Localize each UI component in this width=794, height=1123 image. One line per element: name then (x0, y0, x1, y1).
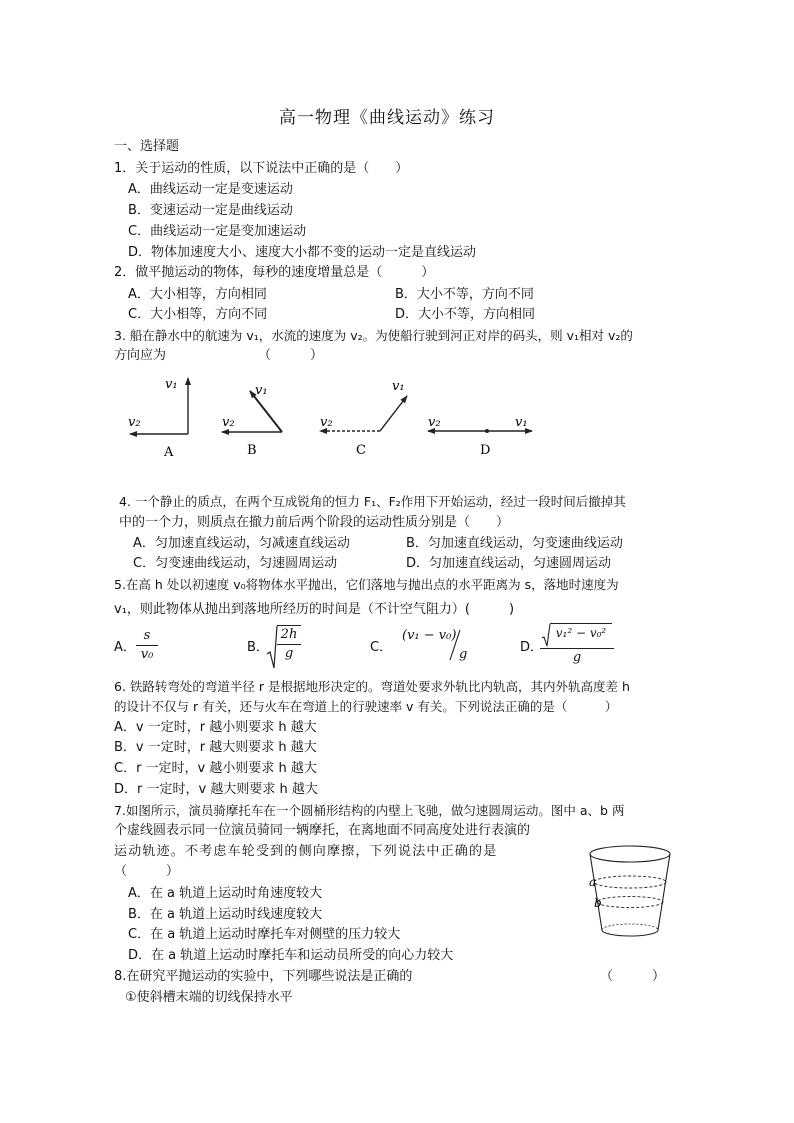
option-c-numerator: (v₁ − v₀) (402, 628, 457, 643)
label-a: a (589, 875, 597, 889)
answer-paren: （ ） (600, 969, 666, 984)
question-stem-line2: 的设计不仅与 r 有关，还与火车在弯道上的行驶速率 v 有关。下列说法正确的是（ ） (114, 699, 618, 714)
velocity-diagrams (110, 368, 550, 463)
option-b-fraction (277, 625, 301, 663)
option-d-label: D． (520, 640, 544, 655)
option-b-label: B． (247, 640, 269, 655)
barrel-diagram (585, 840, 675, 942)
question-stem-line1: 4. 一个静止的质点，在两个互成锐角的恒力 F₁、F₂作用下开始运动，经过一段时间后撤掉其 (119, 494, 626, 509)
diagram-c (320, 379, 407, 458)
option-c-denominator: g (459, 647, 468, 662)
option-a: A．大小相等，方向相同 (128, 287, 267, 302)
option-c: C．r 一定时，v 越小则要求 h 越大 (114, 761, 317, 776)
option-b: B．v 一定时，r 越大则要求 h 越大 (114, 740, 317, 755)
option-b: B．匀加速直线运动，匀变速曲线运动 (406, 536, 623, 551)
question-stem: 2．做平抛运动的物体，每秒的速度增量总是（ ） (114, 265, 435, 280)
numerator: s (143, 628, 151, 643)
option-c: C．大小相等，方向不同 (128, 307, 268, 322)
option-b: B．变速运动一定是曲线运动 (128, 203, 293, 218)
diagram-a (128, 377, 188, 460)
diagram-b (222, 383, 282, 458)
label-v1: v₁ (515, 415, 528, 430)
option-a-label: A． (114, 640, 136, 655)
diagram-d (428, 415, 532, 458)
question-stem-line1: 5.在高 h 处以初速度 v₀将物体水平抛出，它们落地与抛出点的水平距离为 s，落地时速度为 (114, 577, 619, 592)
label-b: b (594, 896, 602, 910)
option-c: C．匀变速曲线运动，匀速圆周运动 (133, 556, 338, 571)
option-b: B．在 a 轨道上运动时线速度较大 (128, 907, 323, 922)
label-choice: C (356, 443, 366, 458)
denominator: v₀ (140, 647, 154, 662)
question-stem-line3: 运动轨迹。不考虑车轮受到的侧向摩擦，下列说法中正确的是 (114, 844, 498, 859)
option-d-denominator-wrap (540, 648, 614, 667)
option-a-fraction (136, 627, 158, 664)
label-v2: v₂ (222, 415, 235, 430)
numerator: 2h (280, 627, 298, 642)
option-c-label: C． (370, 640, 393, 655)
label-choice: B (247, 443, 257, 458)
section-heading: 一、选择题 (114, 139, 180, 154)
question-stem-line2: 个虚线圆表示同一位演员骑同一辆摩托，在离地面不同高度处进行表演的 (114, 823, 531, 838)
label-v1: v₁ (165, 377, 178, 392)
denominator: g (284, 646, 294, 661)
denominator: g (572, 650, 582, 665)
page-title: 高一物理《曲线运动》练习 (279, 108, 495, 128)
answer-paren: （ ） (258, 348, 324, 363)
question-stem-line1: 6. 铁路转弯处的弯道半径 r 是根据地形决定的。弯道处要求外轨比内轨高，其内外轨高度差 h (114, 679, 630, 694)
option-d: D．匀加速直线运动，匀速圆周运动 (406, 556, 612, 571)
question-stem: 1．关于运动的性质，以下说法中正确的是（ ） (114, 161, 409, 176)
option-a: A．匀加速直线运动，匀减速直线运动 (133, 536, 350, 551)
option-d: D．物体加速度大小、速度大小都不变的运动一定是直线运动 (128, 245, 477, 260)
question-stem-line2: 方向应为 (114, 348, 167, 363)
option-a: A．v 一定时，r 越小则要求 h 越大 (114, 720, 317, 735)
option-c: C．在 a 轨道上运动时摩托车对侧壁的压力较大 (128, 927, 401, 942)
option-b: B．大小不等，方向不同 (395, 287, 534, 302)
numerator: v₁² − v₀² (555, 626, 607, 640)
option-a: A．在 a 轨道上运动时角速度较大 (128, 886, 323, 901)
label-choice: A (164, 445, 174, 460)
option-d: D．大小不等，方向相同 (395, 307, 536, 322)
label-v1: v₁ (392, 379, 405, 394)
question-stem-line2: v₁，则此物体从抛出到落地所经历的时间是（不计空气阻力）( ) (114, 602, 515, 617)
statement-1: ①使斜槽末端的切线保持水平 (125, 990, 293, 1005)
question-stem-line4: （ ） (114, 864, 180, 879)
option-a: A．曲线运动一定是变速运动 (128, 182, 293, 197)
option-d-numerator-wrap (550, 623, 612, 642)
label-v2: v₂ (428, 415, 441, 430)
question-stem-line2: 中的一个力，则质点在撤力前后两个阶段的运动性质分别是（ ） (119, 515, 510, 530)
label-v1: v₁ (255, 383, 268, 398)
question-stem: 8.在研究平抛运动的实验中，下列哪些说法是正确的 (114, 969, 413, 984)
option-d: D．在 a 轨道上运动时摩托车和运动员所受的向心力较大 (128, 948, 454, 963)
label-choice: D (480, 443, 491, 458)
question-stem-line1: 7.如图所示，演员骑摩托车在一个圆桶形结构的内壁上飞驰，做匀速圆周运动。图中 a、b 两 (114, 803, 625, 818)
label-v2: v₂ (128, 415, 141, 430)
question-stem-line1: 3. 船在静水中的航速为 v₁，水流的速度为 v₂。为使船行驶到河正对岸的码头，则 v₁相对 v₂的 (114, 328, 633, 343)
option-d: D．r 一定时，v 越大则要求 h 越大 (114, 782, 318, 797)
label-v2: v₂ (320, 415, 333, 430)
option-c: C．曲线运动一定是变加速运动 (128, 224, 307, 239)
